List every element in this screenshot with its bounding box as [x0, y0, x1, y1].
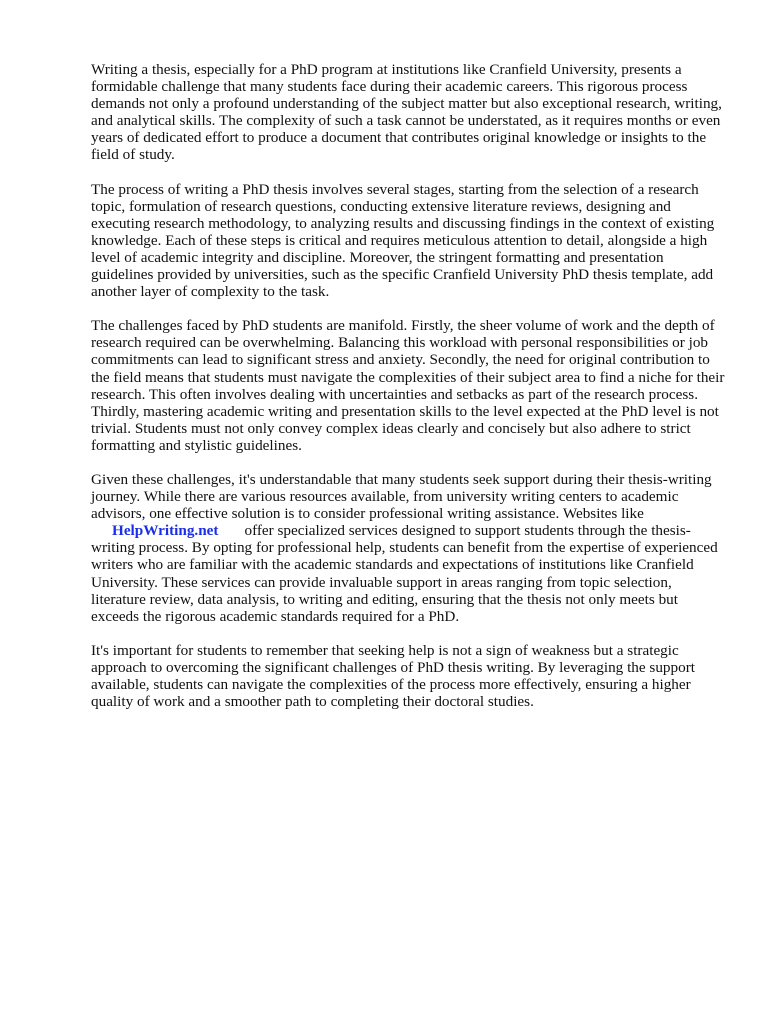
paragraph-process: The process of writing a PhD thesis involves several stages, starting from the selection of a research topic, formulation of research questions, conducting extensive literature reviews, designing and executing research methodology, to analyzing results and discussing findings in the context of existing knowledge. Each of these steps is critical and requires meticulous attention to detail, alongside a high level of academic integrity and discipline. Moreover, the stringent formatting and presentation guidelines provided by universities, such as the specific Cranfield University PhD thesis template, add another layer of complexity to the task.: [91, 180, 715, 301]
paragraph-intro: Writing a thesis, especially for a PhD program at institutions like Cranfield University, presents a formidable challenge that many students face during their academic careers. This rigorous process demands not only a profound understanding of the subject matter but also exceptional research, writing, and analytical skills. The complexity of such a task cannot be understated, as it requires months or even years of dedicated effort to produce a document that contributes original knowledge or insights to the field of study.: [91, 61, 722, 164]
helpwriting-link[interactable]: HelpWriting.net: [112, 522, 219, 540]
paragraph-support: [91, 471, 729, 625]
document-page: [91, 61, 729, 727]
support-text-before: Given these challenges, it's understandable that many students seek support during their thesis-writing journey. While there are various resources available, from university writing centers to academic advisors, one effective solution is to consider professional writing assistance. Websites like: [91, 470, 712, 523]
support-text-after: offer specialized services designed to support students through the thesis-writing process. By opting for professional help, students can benefit from the expertise of experienced writers who are familiar with the academic standards and expectations of institutions like Cranfield University. These services can provide invaluable support in areas ranging from topic selection, literature review, data analysis, to writing and editing, ensuring that the thesis not only meets but exceeds the rigorous academic standards required for a PhD.: [91, 522, 718, 625]
paragraph-challenges: The challenges faced by PhD students are manifold. Firstly, the sheer volume of work and the depth of research required can be overwhelming. Balancing this workload with personal responsibilities or job commitments can lead to significant stress and anxiety. Secondly, the need for original contribution to the field means that students must navigate the complexities of their subject area to find a niche for their research. This often involves dealing with uncertainties and setbacks as part of the research process. Thirdly, mastering academic writing and presentation skills to the level expected at the PhD level is not trivial. Students must not only convey complex ideas clearly and concisely but also adhere to strict formatting and stylistic guidelines.: [91, 317, 725, 454]
paragraph-closing: It's important for students to remember that seeking help is not a sign of weakness but a strategic approach to overcoming the significant challenges of PhD thesis writing. By leveraging the support available, students can navigate the complexities of the process more effectively, ensuring a higher quality of work and a smoother path to completing their doctoral studies.: [91, 641, 695, 711]
